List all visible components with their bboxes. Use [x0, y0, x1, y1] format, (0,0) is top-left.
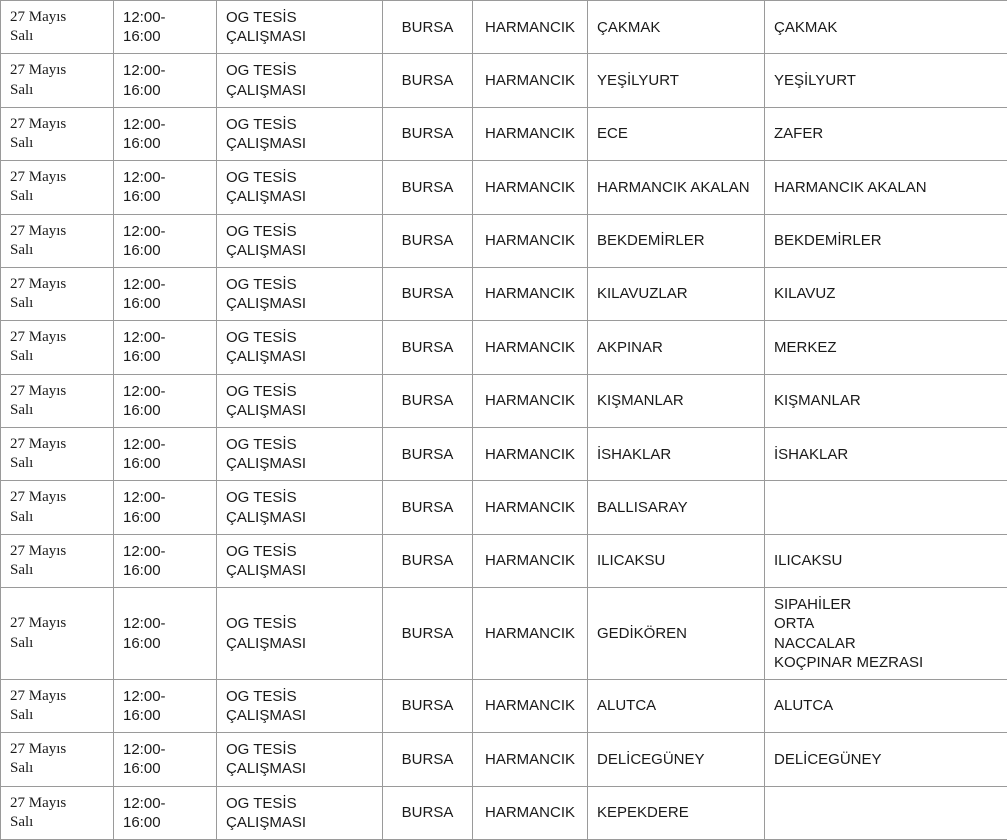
type-line-2: ÇALIŞMASI	[226, 81, 373, 100]
type-line-2: ÇALIŞMASI	[226, 561, 373, 580]
time-start: 12:00-	[123, 687, 207, 706]
area-cell: ALUTCA	[588, 679, 765, 732]
date-weekday: Salı	[10, 759, 104, 778]
city-cell: BURSA	[383, 214, 473, 267]
outage-date-cell	[1, 534, 114, 587]
time-start: 12:00-	[123, 542, 207, 561]
neighborhoods-cell	[765, 588, 1007, 680]
area-cell: BALLISARAY	[588, 481, 765, 534]
table-row	[1, 214, 1007, 267]
district-cell: HARMANCIK	[473, 267, 588, 320]
time-start: 12:00-	[123, 168, 207, 187]
outage-type-cell	[217, 214, 383, 267]
area-cell: ECE	[588, 107, 765, 160]
neighborhood-name: BEKDEMİRLER	[774, 231, 998, 250]
table-row	[1, 374, 1007, 427]
table-row	[1, 428, 1007, 481]
district-cell: HARMANCIK	[473, 481, 588, 534]
type-line-1: OG TESİS	[226, 382, 373, 401]
time-start: 12:00-	[123, 275, 207, 294]
outage-date-cell	[1, 161, 114, 214]
table-row	[1, 534, 1007, 587]
district-cell: HARMANCIK	[473, 428, 588, 481]
date-weekday: Salı	[10, 634, 104, 653]
time-end: 16:00	[123, 561, 207, 580]
date-day: 27 Mayıs	[10, 222, 104, 241]
city-cell: BURSA	[383, 321, 473, 374]
city-cell: BURSA	[383, 481, 473, 534]
date-weekday: Salı	[10, 401, 104, 420]
neighborhood-name: HARMANCIK AKALAN	[774, 178, 998, 197]
time-end: 16:00	[123, 634, 207, 653]
table-row	[1, 321, 1007, 374]
city-cell: BURSA	[383, 588, 473, 680]
district-cell: HARMANCIK	[473, 679, 588, 732]
outage-date-cell	[1, 679, 114, 732]
neighborhoods-cell	[765, 54, 1007, 107]
outage-date-cell	[1, 321, 114, 374]
area-cell: KILAVUZLAR	[588, 267, 765, 320]
date-weekday: Salı	[10, 134, 104, 153]
district-cell: HARMANCIK	[473, 786, 588, 839]
outage-time-cell	[114, 786, 217, 839]
outage-type-cell	[217, 374, 383, 427]
area-cell: AKPINAR	[588, 321, 765, 374]
type-line-1: OG TESİS	[226, 740, 373, 759]
outage-time-cell	[114, 161, 217, 214]
type-line-1: OG TESİS	[226, 8, 373, 27]
date-weekday: Salı	[10, 347, 104, 366]
date-day: 27 Mayıs	[10, 8, 104, 27]
neighborhood-name: ILICAKSU	[774, 551, 998, 570]
type-line-2: ÇALIŞMASI	[226, 241, 373, 260]
neighborhoods-cell	[765, 733, 1007, 786]
type-line-2: ÇALIŞMASI	[226, 634, 373, 653]
table-row	[1, 1, 1007, 54]
outage-type-cell	[217, 679, 383, 732]
neighborhood-name: SIPAHİLER	[774, 595, 998, 614]
neighborhoods-cell	[765, 267, 1007, 320]
outage-type-cell	[217, 588, 383, 680]
time-start: 12:00-	[123, 614, 207, 633]
type-line-2: ÇALIŞMASI	[226, 294, 373, 313]
neighborhoods-cell	[765, 374, 1007, 427]
type-line-1: OG TESİS	[226, 488, 373, 507]
area-cell: DELİCEGÜNEY	[588, 733, 765, 786]
date-weekday: Salı	[10, 706, 104, 725]
district-cell: HARMANCIK	[473, 107, 588, 160]
time-start: 12:00-	[123, 382, 207, 401]
city-cell: BURSA	[383, 679, 473, 732]
district-cell: HARMANCIK	[473, 161, 588, 214]
outage-time-cell	[114, 428, 217, 481]
type-line-1: OG TESİS	[226, 794, 373, 813]
outage-date-cell	[1, 54, 114, 107]
date-weekday: Salı	[10, 187, 104, 206]
area-cell: YEŞİLYURT	[588, 54, 765, 107]
outage-time-cell	[114, 54, 217, 107]
neighborhood-name: İSHAKLAR	[774, 445, 998, 464]
type-line-1: OG TESİS	[226, 115, 373, 134]
date-weekday: Salı	[10, 454, 104, 473]
district-cell: HARMANCIK	[473, 588, 588, 680]
outage-time-cell	[114, 679, 217, 732]
neighborhoods-cell	[765, 481, 1007, 534]
type-line-2: ÇALIŞMASI	[226, 454, 373, 473]
outage-date-cell	[1, 481, 114, 534]
type-line-2: ÇALIŞMASI	[226, 813, 373, 832]
outage-type-cell	[217, 54, 383, 107]
type-line-2: ÇALIŞMASI	[226, 347, 373, 366]
outage-date-cell	[1, 267, 114, 320]
neighborhoods-cell	[765, 428, 1007, 481]
type-line-1: OG TESİS	[226, 61, 373, 80]
time-end: 16:00	[123, 454, 207, 473]
time-start: 12:00-	[123, 222, 207, 241]
outage-date-cell	[1, 428, 114, 481]
type-line-1: OG TESİS	[226, 614, 373, 633]
outage-time-cell	[114, 267, 217, 320]
neighborhood-name: ALUTCA	[774, 696, 998, 715]
neighborhood-name: ÇAKMAK	[774, 18, 998, 37]
outage-type-cell	[217, 733, 383, 786]
city-cell: BURSA	[383, 267, 473, 320]
time-end: 16:00	[123, 81, 207, 100]
neighborhoods-cell	[765, 107, 1007, 160]
time-end: 16:00	[123, 134, 207, 153]
outage-time-cell	[114, 481, 217, 534]
outage-date-cell	[1, 786, 114, 839]
area-cell: KIŞMANLAR	[588, 374, 765, 427]
time-end: 16:00	[123, 813, 207, 832]
type-line-1: OG TESİS	[226, 435, 373, 454]
neighborhood-name: DELİCEGÜNEY	[774, 750, 998, 769]
outage-type-cell	[217, 267, 383, 320]
outage-type-cell	[217, 534, 383, 587]
type-line-2: ÇALIŞMASI	[226, 706, 373, 725]
city-cell: BURSA	[383, 786, 473, 839]
table-row	[1, 733, 1007, 786]
outage-time-cell	[114, 107, 217, 160]
outage-type-cell	[217, 481, 383, 534]
outage-time-cell	[114, 733, 217, 786]
time-start: 12:00-	[123, 435, 207, 454]
type-line-2: ÇALIŞMASI	[226, 759, 373, 778]
outage-date-cell	[1, 588, 114, 680]
date-day: 27 Mayıs	[10, 382, 104, 401]
time-end: 16:00	[123, 706, 207, 725]
table-row	[1, 267, 1007, 320]
district-cell: HARMANCIK	[473, 1, 588, 54]
date-day: 27 Mayıs	[10, 740, 104, 759]
table-row	[1, 786, 1007, 839]
time-start: 12:00-	[123, 328, 207, 347]
neighborhoods-cell	[765, 321, 1007, 374]
area-cell: İSHAKLAR	[588, 428, 765, 481]
table-row	[1, 107, 1007, 160]
district-cell: HARMANCIK	[473, 321, 588, 374]
district-cell: HARMANCIK	[473, 214, 588, 267]
area-cell: HARMANCIK AKALAN	[588, 161, 765, 214]
date-day: 27 Mayıs	[10, 168, 104, 187]
outage-date-cell	[1, 733, 114, 786]
outage-type-cell	[217, 786, 383, 839]
city-cell: BURSA	[383, 428, 473, 481]
neighborhoods-cell	[765, 534, 1007, 587]
date-weekday: Salı	[10, 241, 104, 260]
type-line-2: ÇALIŞMASI	[226, 187, 373, 206]
outage-time-cell	[114, 1, 217, 54]
outage-time-cell	[114, 321, 217, 374]
time-end: 16:00	[123, 294, 207, 313]
time-end: 16:00	[123, 347, 207, 366]
type-line-2: ÇALIŞMASI	[226, 508, 373, 527]
neighborhoods-cell	[765, 786, 1007, 839]
date-weekday: Salı	[10, 294, 104, 313]
neighborhood-name: KILAVUZ	[774, 284, 998, 303]
neighborhoods-cell	[765, 679, 1007, 732]
district-cell: HARMANCIK	[473, 54, 588, 107]
neighborhood-name: KIŞMANLAR	[774, 391, 998, 410]
area-cell: ÇAKMAK	[588, 1, 765, 54]
outage-time-cell	[114, 588, 217, 680]
neighborhood-name: ZAFER	[774, 124, 998, 143]
neighborhoods-cell	[765, 1, 1007, 54]
date-weekday: Salı	[10, 813, 104, 832]
time-end: 16:00	[123, 401, 207, 420]
table-row	[1, 679, 1007, 732]
date-day: 27 Mayıs	[10, 435, 104, 454]
time-start: 12:00-	[123, 8, 207, 27]
area-cell: BEKDEMİRLER	[588, 214, 765, 267]
neighborhoods-cell	[765, 214, 1007, 267]
date-day: 27 Mayıs	[10, 614, 104, 633]
outage-type-cell	[217, 1, 383, 54]
outage-date-cell	[1, 1, 114, 54]
type-line-1: OG TESİS	[226, 168, 373, 187]
time-end: 16:00	[123, 27, 207, 46]
time-end: 16:00	[123, 759, 207, 778]
date-weekday: Salı	[10, 508, 104, 527]
type-line-2: ÇALIŞMASI	[226, 401, 373, 420]
date-day: 27 Mayıs	[10, 488, 104, 507]
outage-type-cell	[217, 161, 383, 214]
outage-date-cell	[1, 107, 114, 160]
city-cell: BURSA	[383, 107, 473, 160]
district-cell: HARMANCIK	[473, 733, 588, 786]
city-cell: BURSA	[383, 534, 473, 587]
neighborhood-name: NACCALAR	[774, 634, 998, 653]
city-cell: BURSA	[383, 374, 473, 427]
city-cell: BURSA	[383, 54, 473, 107]
date-day: 27 Mayıs	[10, 328, 104, 347]
area-cell: KEPEKDERE	[588, 786, 765, 839]
table-body	[1, 1, 1007, 840]
table-row	[1, 481, 1007, 534]
table-row	[1, 588, 1007, 680]
date-day: 27 Mayıs	[10, 61, 104, 80]
city-cell: BURSA	[383, 1, 473, 54]
neighborhood-name: KOÇPINAR MEZRASI	[774, 653, 998, 672]
city-cell: BURSA	[383, 161, 473, 214]
neighborhoods-cell	[765, 161, 1007, 214]
neighborhood-name: MERKEZ	[774, 338, 998, 357]
area-cell: ILICAKSU	[588, 534, 765, 587]
neighborhood-name: YEŞİLYURT	[774, 71, 998, 90]
time-start: 12:00-	[123, 115, 207, 134]
outage-type-cell	[217, 107, 383, 160]
type-line-1: OG TESİS	[226, 275, 373, 294]
outage-date-cell	[1, 214, 114, 267]
type-line-1: OG TESİS	[226, 687, 373, 706]
date-day: 27 Mayıs	[10, 542, 104, 561]
date-day: 27 Mayıs	[10, 794, 104, 813]
city-cell: BURSA	[383, 733, 473, 786]
district-cell: HARMANCIK	[473, 374, 588, 427]
date-day: 27 Mayıs	[10, 687, 104, 706]
neighborhood-name: ORTA	[774, 614, 998, 633]
outage-time-cell	[114, 214, 217, 267]
district-cell: HARMANCIK	[473, 534, 588, 587]
time-start: 12:00-	[123, 794, 207, 813]
date-day: 27 Mayıs	[10, 275, 104, 294]
time-end: 16:00	[123, 508, 207, 527]
outage-time-cell	[114, 534, 217, 587]
time-end: 16:00	[123, 241, 207, 260]
outage-type-cell	[217, 321, 383, 374]
type-line-1: OG TESİS	[226, 328, 373, 347]
table-row	[1, 161, 1007, 214]
date-day: 27 Mayıs	[10, 115, 104, 134]
area-cell: GEDİKÖREN	[588, 588, 765, 680]
time-end: 16:00	[123, 187, 207, 206]
date-weekday: Salı	[10, 81, 104, 100]
type-line-1: OG TESİS	[226, 542, 373, 561]
time-start: 12:00-	[123, 488, 207, 507]
outage-date-cell	[1, 374, 114, 427]
date-weekday: Salı	[10, 561, 104, 580]
type-line-2: ÇALIŞMASI	[226, 27, 373, 46]
type-line-1: OG TESİS	[226, 222, 373, 241]
type-line-2: ÇALIŞMASI	[226, 134, 373, 153]
date-weekday: Salı	[10, 27, 104, 46]
table-row	[1, 54, 1007, 107]
outage-type-cell	[217, 428, 383, 481]
time-start: 12:00-	[123, 740, 207, 759]
outage-time-cell	[114, 374, 217, 427]
time-start: 12:00-	[123, 61, 207, 80]
